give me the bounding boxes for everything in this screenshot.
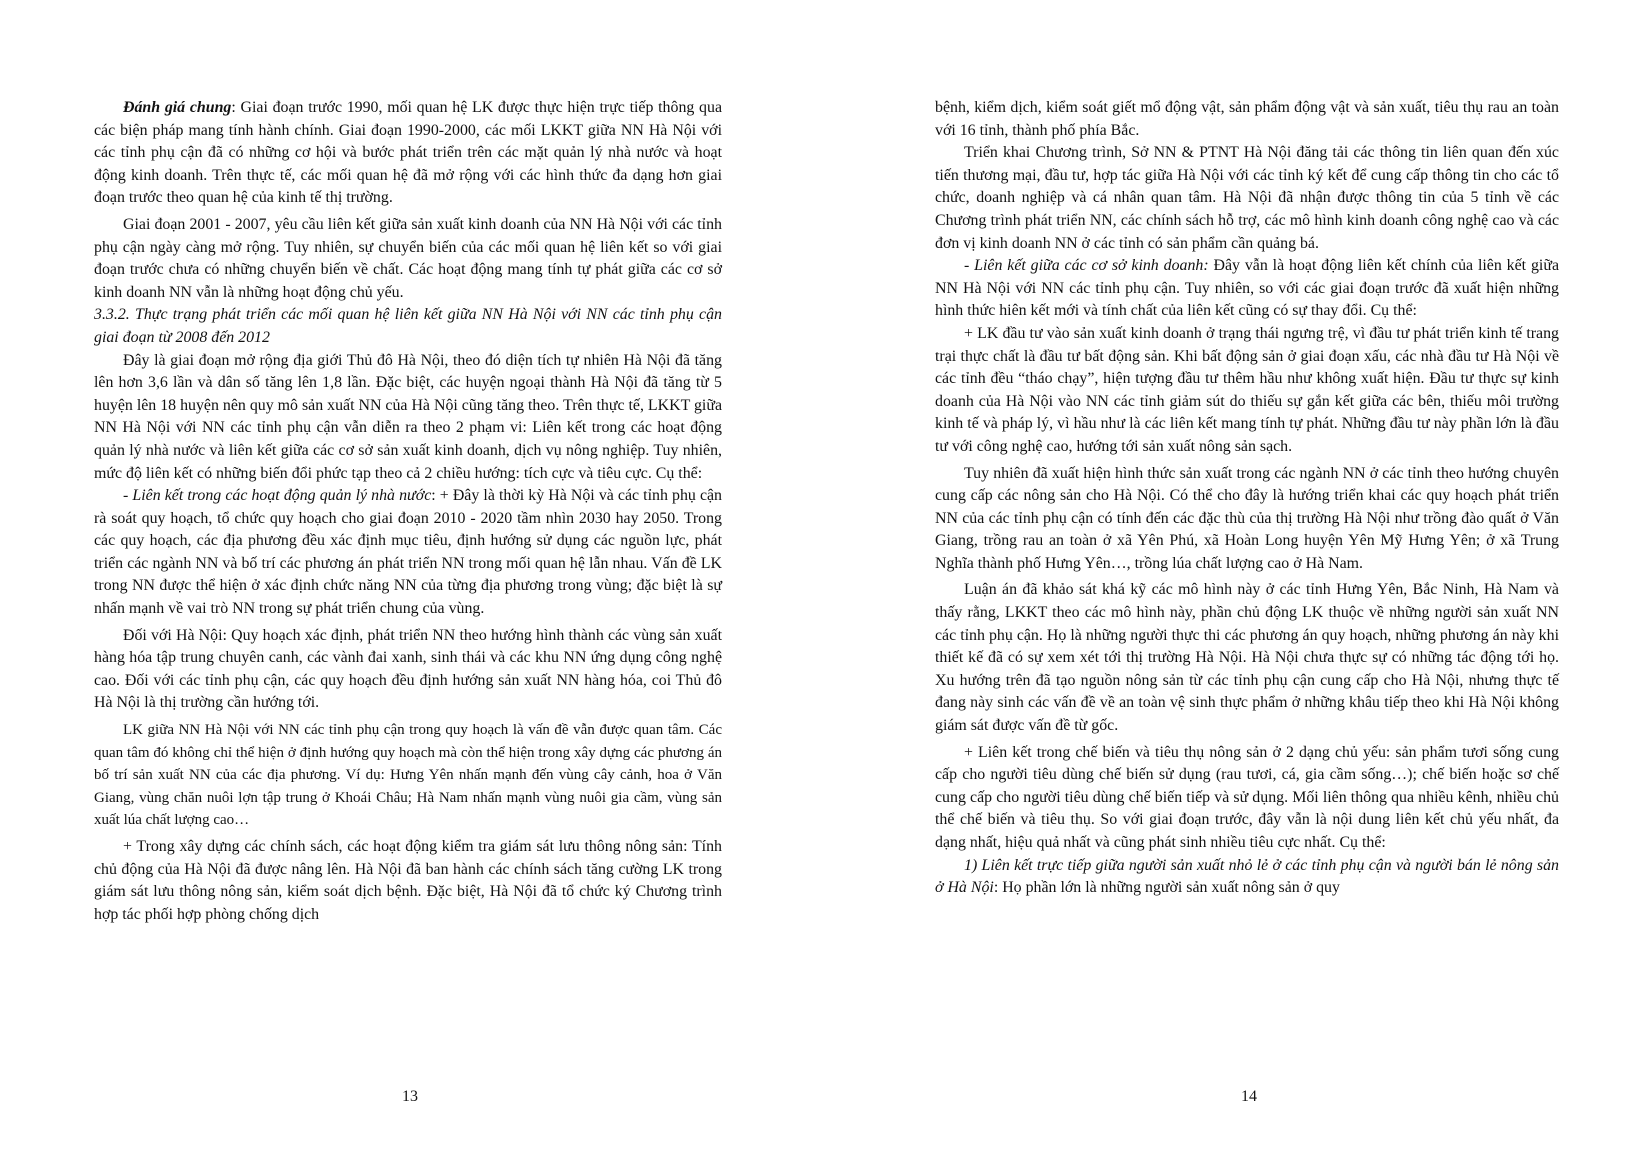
paragraph-specialized-supply: Tuy nhiên đã xuất hiện hình thức sản xuất trong các ngành NN ở các tỉnh theo hướng chuyên cung cấp các nông sản cho Hà Nội. Có thể cho đây là hướng triển khai các quy hoạch phát triển NN của các tỉnh phụ cận có tính đến các đặc thù của thị trường Hà Nội như trồng đào quất ở Văn Giang, trồng rau an toàn ở xã Yên Phú, xã Hoàn Long huyện Yên Mỹ Hưng Yên; ở xã Trung Nghĩa thành phố Hưng Yên…, trồng lúa chất lượng cao ở Hà Nam.	[935, 464, 1559, 572]
section-heading-3-3-2: 3.3.2. Thực trạng phát triển các mối quan hệ liên kết giữa NN Hà Nội với NN các tỉnh phụ cận giai đoạn từ 2008 đến 2012	[94, 306, 722, 346]
business-links-lead: - Liên kết giữa các cơ sở kinh doanh:	[964, 257, 1209, 275]
business-links-text: Đây vẫn là hoạt động liên kết chính của liên kết giữa NN Hà Nội với NN các tỉnh phụ cận. Tuy nhiên, so với các giai đoạn trước đã xuất hiện những hình thức hiên kết mới và tính chất của liên kết cũng có sự thay đổi. Cụ thể:	[935, 257, 1559, 320]
page-number-left: 13	[402, 1088, 418, 1105]
direct-link-lead: 1) Liên kết trực tiếp giữa người sản xuất nhỏ lẻ ở các tỉnh phụ cận và người bán lẻ nông sản ở Hà Nội	[935, 856, 1559, 897]
paragraph-business-links	[935, 255, 1559, 323]
paragraph-processing: + Liên kết trong chế biến và tiêu thụ nông sản ở 2 dạng chủ yếu: sản phẩm tươi sống cung cấp cho người tiêu dùng chế biến sử dụng (rau tươi, cá, gia cầm sống…); chế biến hoặc sơ chế cung cấp cho người tiêu dùng chế biến tiếp và sử dụng. Mối liên thông qua nhiều kênh, nhiều chủ thể chế biến và tiêu thụ. So với giai đoạn trước, đây vẫn là nội dung liên kết chủ yếu nhất, đa dạng nhất, hiệu quả nhất và cũng phát sinh nhiều tiêu cực nhất. Cụ thể:	[935, 743, 1559, 851]
page-number-right: 14	[1241, 1088, 1257, 1105]
paragraph-policies: + Trong xây dựng các chính sách, các hoạt động kiểm tra giám sát lưu thông nông sản: Tính chủ động của Hà Nội đã được nâng lên. Hà Nội đã ban hành các chính sách tăng cường LK trong giám sát lưu thông nông sản, kiểm soát dịch bệnh. Đặc biệt, Hà Nội đã tổ chức ký Chương trình hợp tác phối hợp phòng chống dịch	[94, 838, 722, 923]
paragraph-general-assessment	[94, 97, 722, 210]
paragraph-direct-link	[935, 855, 1559, 900]
paragraph-continuation: bệnh, kiểm dịch, kiểm soát giết mổ động vật, sản phẩm động vật và sản xuất, tiêu thụ rau an toàn với 16 tỉnh, thành phố phía Bắc.	[935, 99, 1559, 139]
paragraph-planning-link: LK giữa NN Hà Nội với NN các tỉnh phụ cận trong quy hoạch là vấn đề vẫn được quan tâm. Các quan tâm đó không chỉ thể hiện ở định hướng quy hoạch mà còn thể hiện trong xây dựng các phương án bố trí sản xuất NN của các địa phương. Ví dụ: Hưng Yên nhấn mạnh đến vùng cây cảnh, hoa ở Văn Giang, vùng chăn nuôi lợn tập trung ở Khoái Châu; Hà Nam nhấn mạnh vùng nuôi gia cầm, vùng sản xuất lúa chất lượng cao…	[94, 722, 722, 829]
paragraph-2001-2007: Giai đoạn 2001 - 2007, yêu cầu liên kết giữa sản xuất kinh doanh của NN Hà Nội với các tỉnh phụ cận ngày càng mở rộng. Tuy nhiên, sự chuyển biến của các mối quan hệ liên kết so với giai đoạn trước chưa có những chuyển biến về chất. Các hoạt động mang tính tự phát giữa các cơ sở kinh doanh NN vẫn là những hoạt động chủ yếu.	[94, 215, 722, 301]
direct-link-text: : Họ phần lớn là những người sản xuất nông sản ở quy	[993, 879, 1340, 897]
state-management-text: : + Đây là thời kỳ Hà Nội và các tỉnh phụ cận rà soát quy hoạch, tổ chức quy hoạch cho giai đoạn 2010 - 2020 tầm nhìn 2030 hay 2050. Trong các quy hoạch, các địa phương đều xác định mục tiêu, định hướng sử dụng các nguồn lực, phát triển các ngành NN và bố trí các phương án phát triển NN trong mối quan hệ lẫn nhau. Vấn đề LK trong NN được thể hiện ở xác định chức năng NN của từng địa phương trong vùng; đặc biệt là sự nhấn mạnh về vai trò NN trong sự phát triển chung của vùng.	[94, 487, 722, 618]
paragraph-survey: Luận án đã khảo sát khá kỹ các mô hình này ở các tỉnh Hưng Yên, Bắc Ninh, Hà Nam và thấy rằng, LKKT theo các mô hình này, phần chủ động LK thuộc về những người sản xuất NN các tỉnh phụ cận. Họ là những người thực thi các phương án quy hoạch, những phương án này khi thiết kế đã có sự xem xét tới thị trường Hà Nội. Hà Nội chưa thực sự có những tác động tới họ. Xu hướng trên đã tạo nguồn nông sản từ các tỉnh phụ cận cung cấp cho Hà Nội, nhưng thực tế đang này sinh các vấn đề về an toàn vệ sinh thực phẩm ở những khâu tiếp theo khi Hà Nội không giám sát được vấn đề từ gốc.	[935, 581, 1559, 735]
paragraph-state-management	[94, 485, 722, 621]
right-page-body	[935, 97, 1559, 900]
paragraph-program-rollout: Triển khai Chương trình, Sở NN & PTNT Hà Nội đăng tải các thông tin liên quan đến xúc tiến thương mại, đầu tư, hợp tác giữa Hà Nội với các tỉnh ký kết để cung cấp thông tin cho các tổ chức, doanh nghiệp và cá nhân quan tâm. Hà Nội đã nhận được thông tin của 5 tỉnh về các Chương trình phát triển NN, các chính sách hỗ trợ, các mô hình kinh doanh công nghệ cao và các đơn vị kinh doanh NN ở các tỉnh có sản phẩm cần quảng bá.	[935, 144, 1559, 252]
left-page-body	[94, 97, 722, 926]
paragraph-investment: + LK đầu tư vào sản xuất kinh doanh ở trạng thái ngưng trệ, vì đầu tư phát triển kinh tế trang trại thực chất là đầu tư bất động sản. Khi bất động sản ở giai đoạn xấu, các nhà đầu tư Hà Nội về các tỉnh đều “tháo chạy”, hiện tượng đầu tư thêm hầu như không xuất hiện. Đầu tư thực sự kinh doanh của Hà Nội vào NN các tỉnh giảm sút do thiếu sự gắn kết giữa các bên, thiếu môi trường kinh tế và pháp lý, vì hầu như là các liên kết mang tính tự phát. Những đầu tư này phần lớn là đầu tư với công nghệ cao, hướng tới sản xuất nông sản sạch.	[935, 324, 1559, 455]
state-management-lead: - Liên kết trong các hoạt động quản lý nhà nước	[123, 487, 432, 505]
general-assessment-lead: Đánh giá chung	[123, 99, 232, 116]
paragraph-hanoi-planning: Đối với Hà Nội: Quy hoạch xác định, phát triển NN theo hướng hình thành các vùng sản xuất hàng hóa tập trung chuyên canh, các vành đai xanh, sinh thái và các khu NN ứng dụng công nghệ cao. Đối với các tỉnh phụ cận, các quy hoạch đều định hướng sản xuất NN hàng hóa, coi Thủ đô Hà Nội là thị trường cần hướng tới.	[94, 626, 722, 712]
general-assessment-text: : Giai đoạn trước 1990, mối quan hệ LK được thực hiện trực tiếp thông qua các biện pháp mang tính hành chính. Giai đoạn 1990-2000, các mối LKKT giữa NN Hà Nội với các tỉnh phụ cận đã có những cơ hội và bước phát triển trên các mặt quản lý nhà nước và hoạt động kinh doanh. Trên thực tế, các mối quan hệ đã mở rộng với các hình thức đa dạng hơn giai đoạn trước theo quan hệ của kinh tế thị trường.	[94, 99, 723, 207]
paragraph-2008-2012: Đây là giai đoạn mở rộng địa giới Thủ đô Hà Nội, theo đó diện tích tự nhiên Hà Nội đã tăng lên hơn 3,6 lần và dân số tăng lên 1,8 lần. Đặc biệt, các huyện ngoại thành Hà Nội đã tăng từ 5 huyện lên 18 huyện nên quy mô sản xuất NN của Hà Nội cũng tăng theo. Trên thực tế, LKKT giữa NN Hà Nội với NN các tỉnh phụ cận vẫn diễn ra theo 2 phạm vi: Liên kết trong các hoạt động quản lý nhà nước và liên kết giữa các cơ sở sản xuất kinh doanh, dịch vụ nông nghiệp. Tuy nhiên, mức độ liên kết có những biến đổi phức tạp theo cả 2 chiều hướng: tích cực và tiêu cực. Cụ thể:	[94, 351, 722, 482]
